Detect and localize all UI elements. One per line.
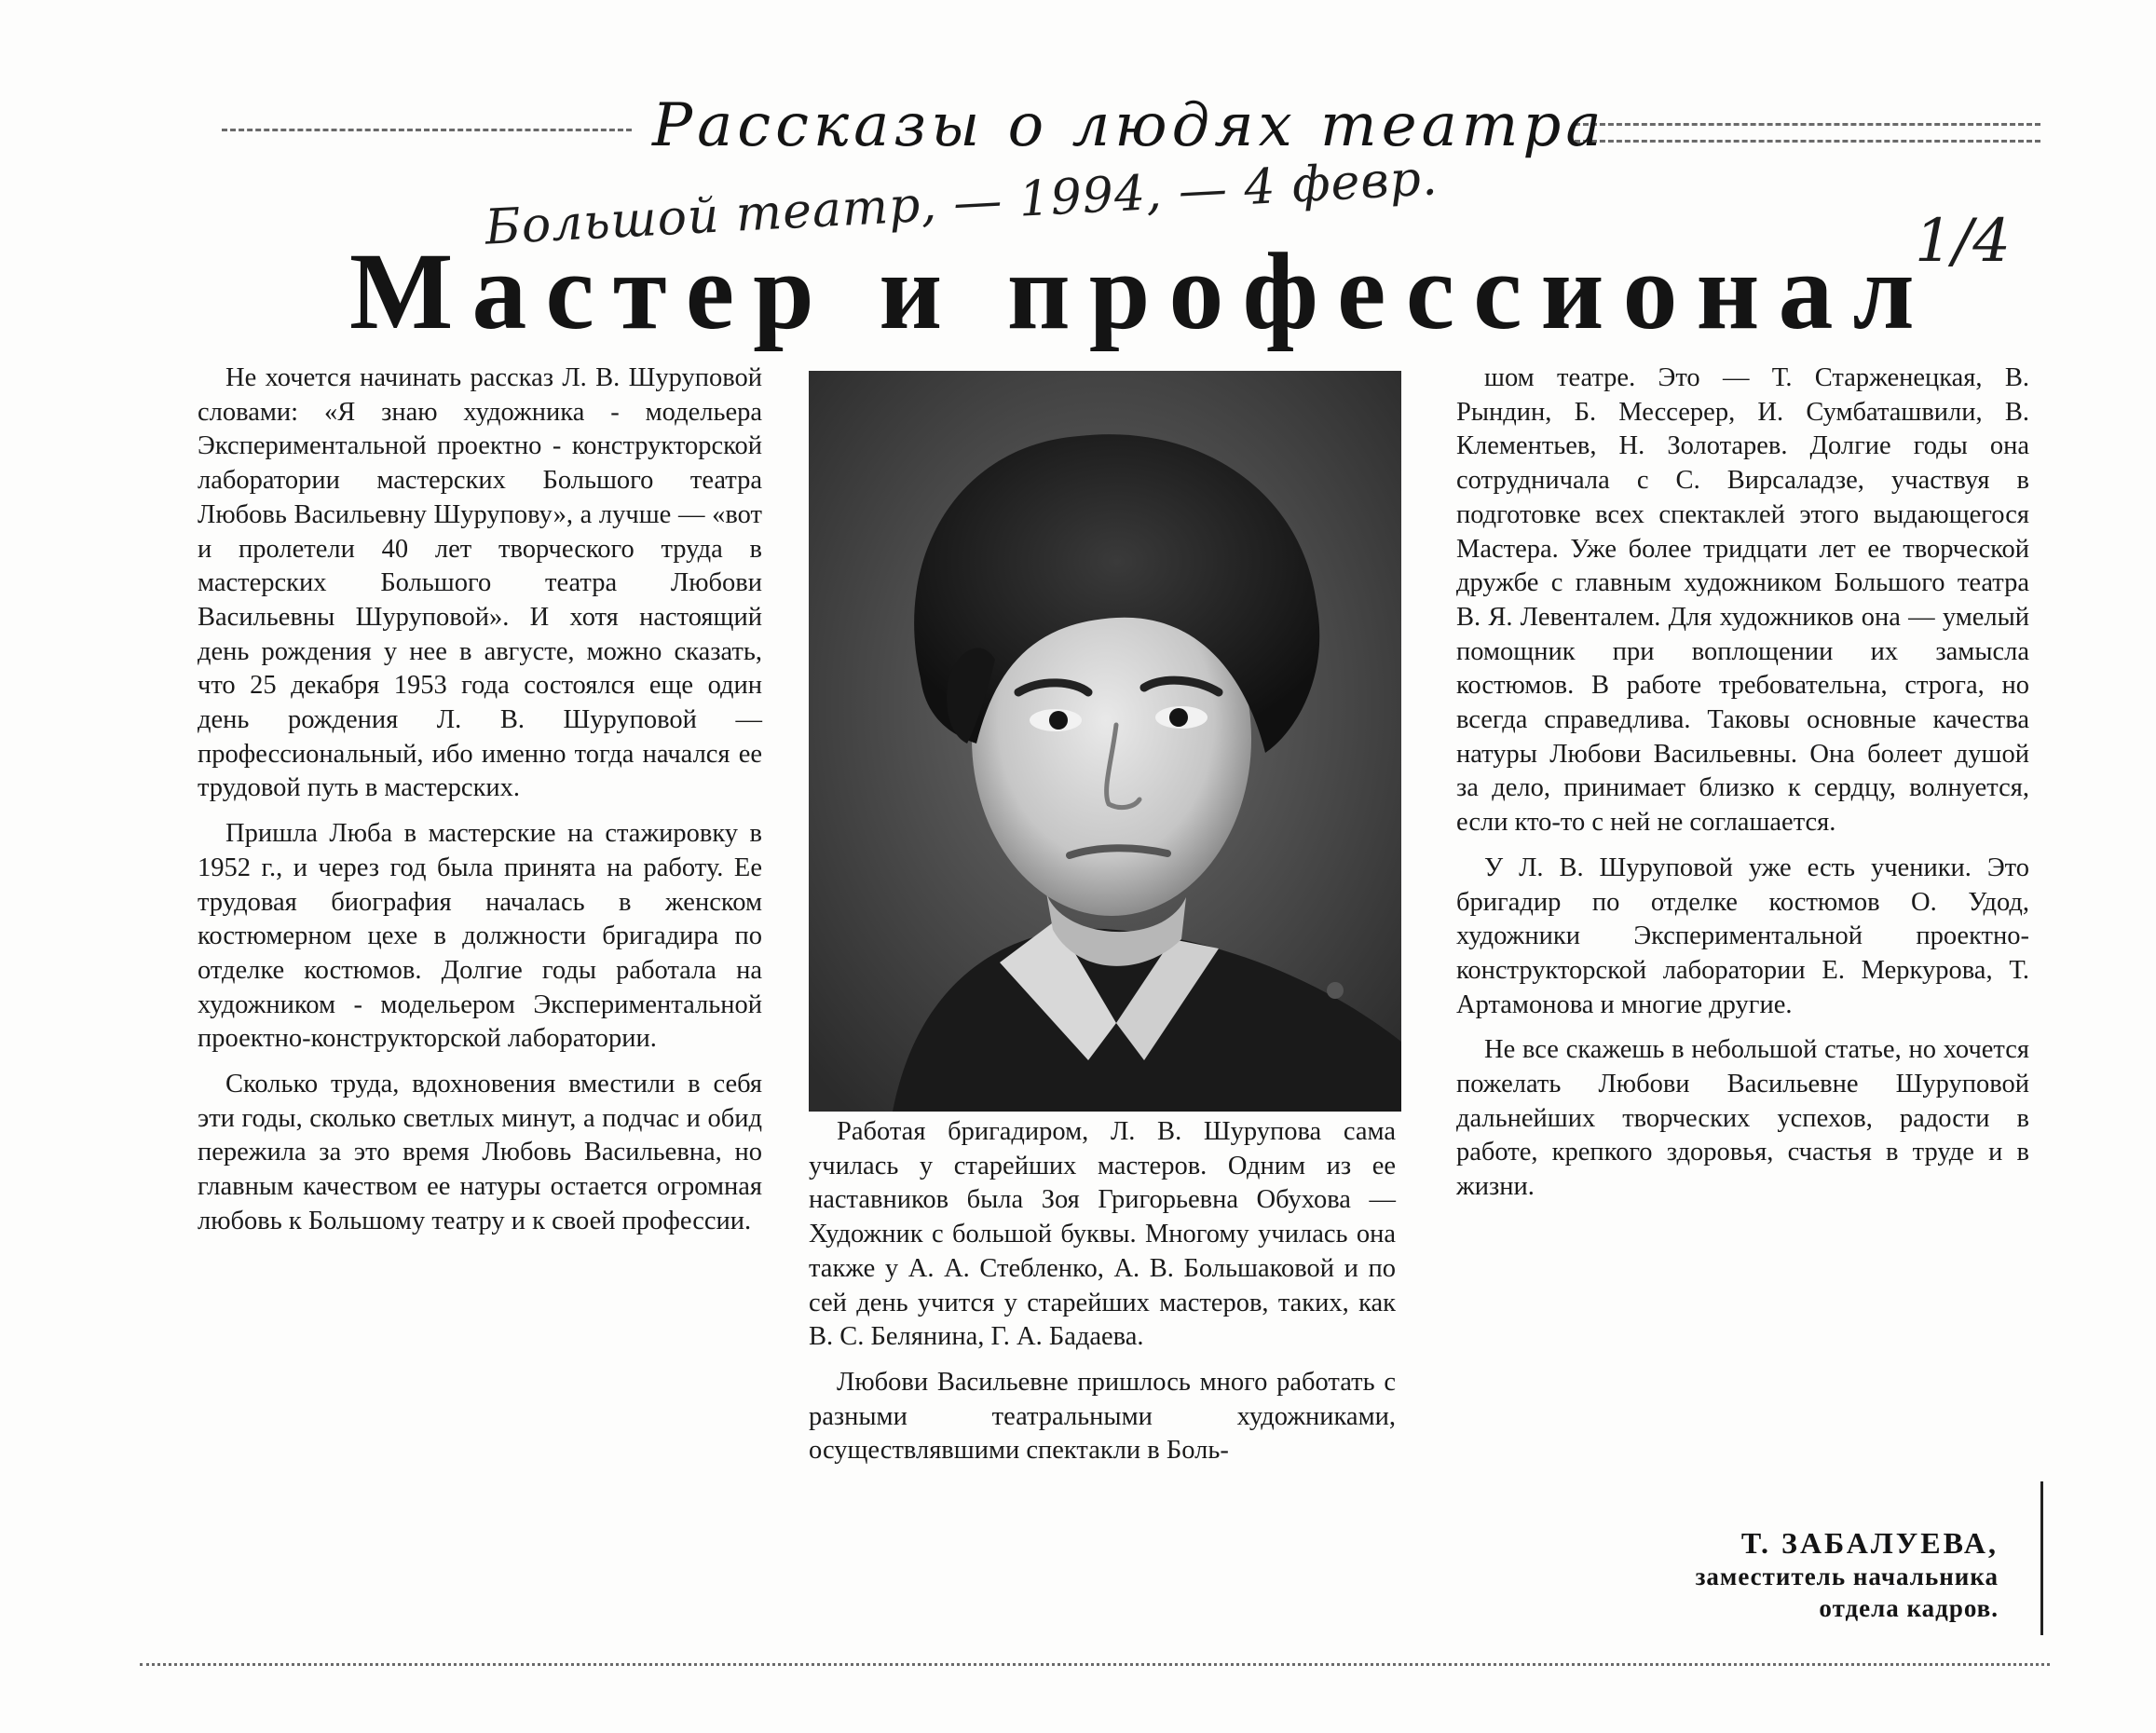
rubric-rule-left [222, 129, 632, 131]
article-paragraph: Сколько труда, вдохновения вместили в себя эти годы, сколько светлых минут, а подчас и обид пережила за это время Любовь Васильевна, но главным качеством ее натуры остается огромная любовь к Большому театру и к своей профессии. [198, 1070, 762, 1235]
article-paragraph: Пришла Люба в мастерские на стажировку в 1952 г., и через год была принята на работу. Ее трудовая биография началась в женском костюмерном цехе в должности бригадира по отделке костюмов. Долгие годы работала на художником - модельером Экспериментальной проектно-конструкторской лаборатории. [198, 819, 762, 1054]
article-paragraph: шом театре. Это — Т. Старженецкая, В. Рындин, Б. Мессерер, И. Сумбаташвили, В. Клементьев, Н. Золотарев. Долгие годы она сотрудничала с С. Вирсаладзе, участвуя в подготовке всех спектаклей этого выдающегося Мастера. Уже более тридцати лет ее творческой дружбе с главным художником Большого театра В. Я. Левенталем. Для художников она — умелый помощник при воплощении их замысла костюмов. В работе требовательна, строга, но всегда справедлива. Таковы основные качества натуры Любови Васильевны. Она болеет душой за дело, принимает близко к сердцу, волнуется, если кто-то с ней не соглашается. [1456, 363, 2029, 838]
article-paragraph: Любови Васильевне пришлось много работать с разными театральными художниками, осуществлявшими спектакли в Боль- [809, 1367, 1396, 1466]
portrait-image [809, 371, 1401, 1112]
photo-caption: Работая бригадиром, Л. В. Шурупова сама училась у старейших мастеров. Одним из ее наставников была Зоя Григорьевна Обухова — Художник с большой буквы. Многому училась она также у А. А. Стебленко, А. В. Большаковой и по сей день учится у старейших мастеров, таких, как В. С. Белянина, Г. А. Бадаева. [809, 1117, 1396, 1352]
rubric-rule-right [1575, 123, 2040, 126]
rubric-title: Рассказы о людях театра [652, 91, 1606, 160]
author-signature [1491, 1526, 1999, 1624]
article-paragraph: Не хочется начинать рассказ Л. В. Шуруповой словами: «Я знаю художника - модельера Экспериментальной проектно - конструкторской лаборатории мастерских Большого театра Любовь Васильевну Шурупову», а лучше — «вот и пролетели 40 лет творческого труда в мастерских Большого театра Любови Васильевны Шуруповой». И хотя настоящий день рождения у нее в августе, можно сказать, что 25 декабря 1953 года состоялся еще один день рождения Л. В. Шуруповой — профессиональный, ибо именно тогда начался ее трудовой путь в мастерских. [198, 363, 762, 803]
article-column-2 [809, 1115, 1396, 1468]
rubric-rule-right-2 [1575, 140, 2040, 143]
author-name: Т. ЗАБАЛУЕВА, [1740, 1526, 1999, 1560]
author-department: отдела кадров. [1819, 1594, 1999, 1622]
article-paragraph: Не все скажешь в небольшой статье, но хочется пожелать Любови Васильевне Шуруповой дальнейших творческих успехов, радости в работе, крепкого здоровья, счастья в труде и в жизни. [1456, 1035, 2029, 1202]
clipping-edge-line [2040, 1481, 2043, 1635]
author-position: заместитель начальника [1695, 1562, 1999, 1590]
handwritten-number: 1/4 [1915, 207, 2011, 276]
article-column-3 [1456, 362, 2029, 1205]
portrait-photo [809, 371, 1401, 1112]
handwritten-note: Большой театр, — 1994, — 4 февр. [484, 150, 1440, 256]
article-column-1 [198, 362, 762, 1239]
headline: Мастер и профессионал [349, 230, 1933, 352]
bottom-rule [140, 1663, 2050, 1666]
article-paragraph: У Л. В. Шуруповой уже есть ученики. Это бригадир по отделке костюмов О. Удод, художники Экспериментальной проектно-конструкторской лаборатории Е. Меркурова, Т. Артамонова и многие другие. [1456, 853, 2029, 1019]
